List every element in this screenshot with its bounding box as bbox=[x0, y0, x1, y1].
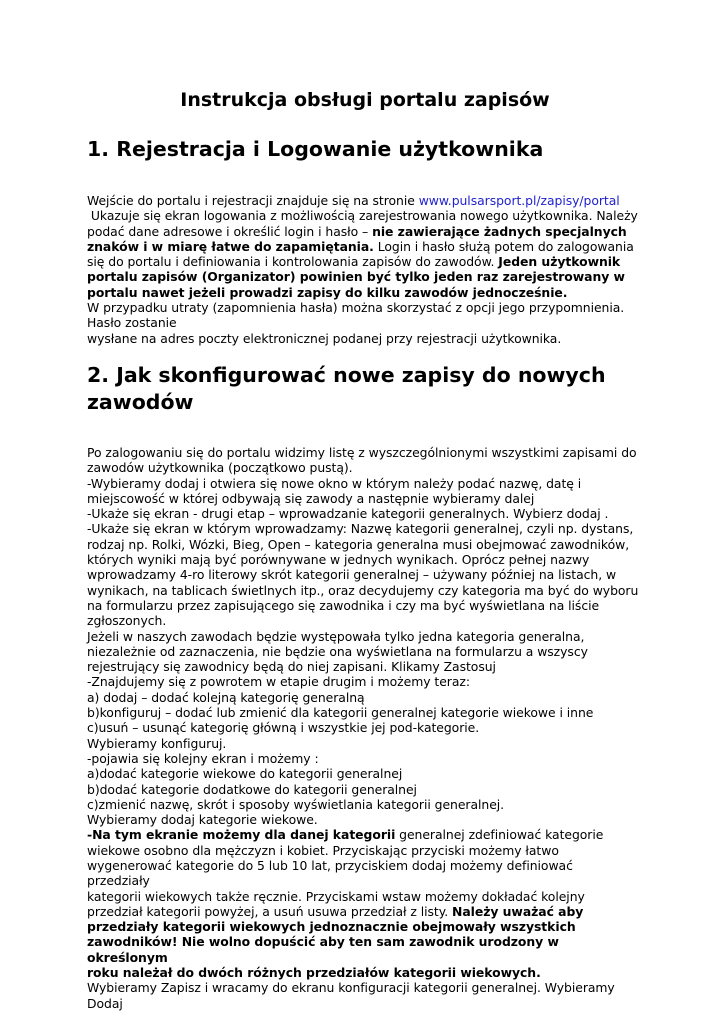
paragraph-line: -Ukaże się ekran - drugi etap – wprowadzanie kategorii generalnych. Wybierz dodaj . bbox=[87, 506, 609, 522]
paragraph-text: generalnej zdefiniować kategorie bbox=[395, 827, 604, 843]
paragraph-line: -Znajdujemy się z powrotem w etapie drugim i możemy teraz: bbox=[87, 674, 470, 690]
paragraph-line: zawodów użytkownika (początkowo pustą). bbox=[87, 460, 353, 476]
paragraph-line: miejscowość w której odbywają się zawody a następnie wybieramy dalej bbox=[87, 490, 535, 506]
paragraph-line: na formularzu przez zapisującego się zawodnika i czy ma być wyświetlana na liście bbox=[87, 597, 600, 613]
paragraph-line: Hasło zostanie bbox=[87, 315, 177, 331]
paragraph-line: których wyniki mają być porównywane w jednych wynikach. Oprócz pełnej nazwy bbox=[87, 552, 590, 568]
bold-text: zawodników! Nie wolno dopuścić aby ten sam zawodnik urodzony w określonym bbox=[87, 934, 559, 965]
paragraph-line: Jeżeli w naszych zawodach będzie występowała tylko jedna kategoria generalna, bbox=[87, 628, 585, 644]
paragraph-line: wynikach, na tablicach świetlnych itp., oraz decydujemy czy kategoria ma być do wyboru bbox=[87, 582, 639, 598]
section-2-lines bbox=[87, 445, 639, 827]
bold-text: znaków i w miarę łatwe do zapamiętania. bbox=[87, 238, 374, 254]
paragraph-line: Wybieramy konfiguruj. bbox=[87, 735, 227, 751]
paragraph-line: Wybieramy Zapisz i wracamy do ekranu konfiguracji kategorii generalnej. Wybieramy bbox=[87, 980, 615, 996]
paragraph-text: się do portalu i definiowania i kontrolowania zapisów do zawodów. bbox=[87, 254, 499, 270]
bold-text: przedziały kategorii wiekowych jednoznacznie obejmowały wszystkich bbox=[87, 919, 576, 935]
section-2-heading-line: 2. Jak skonfigurować nowe zapisy do nowych bbox=[87, 362, 606, 387]
paragraph-line: b)konfiguruj – dodać lub zmienić dla kategorii generalnej kategorie wiekowe i inne bbox=[87, 705, 594, 721]
bold-text: Jeden użytkownik bbox=[498, 254, 621, 270]
bold-text: roku należał do dwóch różnych przedziałów kategorii wiekowych. bbox=[87, 965, 541, 981]
paragraph-line bbox=[87, 193, 639, 208]
bold-text: Należy uważać aby bbox=[452, 903, 584, 919]
paragraph-line bbox=[87, 224, 639, 239]
section-1-body bbox=[87, 193, 639, 346]
section-1-heading: 1. Rejestracja i Logowanie użytkownika bbox=[87, 137, 544, 161]
section-2-body bbox=[87, 445, 639, 1011]
paragraph-text: Wejście do portalu i rejestracji znajduje się na stronie bbox=[87, 193, 419, 208]
paragraph-line: Wybieramy dodaj kategorie wiekowe. bbox=[87, 812, 318, 828]
paragraph-line: zgłoszonych. bbox=[87, 613, 167, 629]
section-2-heading-line: zawodów bbox=[87, 389, 194, 414]
paragraph-line: wprowadzamy 4-ro literowy skrót kategorii generalnej – używany później na listach, w bbox=[87, 567, 617, 583]
document-page bbox=[87, 84, 639, 1011]
paragraph-line: Ukazuje się ekran logowania z możliwością zarejestrowania nowego użytkownika. Należy bbox=[87, 208, 638, 224]
paragraph-line: niezależnie od zaznaczenia, nie będzie ona wyświetlana na formularzu a wszyscy bbox=[87, 643, 588, 659]
paragraph-text: podać dane adresowe i określić login i hasło – bbox=[87, 223, 373, 239]
document-title: Instrukcja obsługi portalu zapisów bbox=[180, 89, 550, 111]
portal-link[interactable]: www.pulsarsport.pl/zapisy/portal bbox=[418, 193, 620, 208]
bold-text: portalu nawet jeżeli prowadzi zapisy do kilku zawodów jednocześnie. bbox=[87, 284, 568, 300]
paragraph-line: wysłane na adres poczty elektronicznej podanej przy rejestracji użytkownika. bbox=[87, 330, 562, 346]
paragraph-line: rejestrujący się zawodnicy będą do niej zapisani. Klikamy Zastosuj bbox=[87, 659, 496, 675]
paragraph-line: a)dodać kategorie wiekowe do kategorii generalnej bbox=[87, 766, 403, 782]
bold-text: -Na tym ekranie możemy dla danej kategorii bbox=[87, 827, 396, 843]
paragraph-line: W przypadku utraty (zapomnienia hasła) można skorzystać z opcji jego przypomnienia. bbox=[87, 300, 625, 316]
paragraph-line: b)dodać kategorie dodatkowe do kategorii generalnej bbox=[87, 781, 417, 797]
paragraph-line: Po zalogowaniu się do portalu widzimy listę z wyszczególnionymi wszystkimi zapisami do bbox=[87, 444, 637, 460]
paragraph-line: c)zmienić nazwę, skrót i sposoby wyświetlania kategorii generalnej. bbox=[87, 796, 505, 812]
paragraph-line bbox=[87, 919, 639, 934]
paragraph-line: -Wybieramy dodaj i otwiera się nowe okno w którym należy podać nazwę, datę i bbox=[87, 475, 582, 491]
paragraph-line bbox=[87, 239, 639, 254]
paragraph-line: wygenerować kategorie do 5 lub 10 lat, przyciskiem dodaj możemy definiować przedziały bbox=[87, 857, 573, 889]
bold-text: portalu zapisów (Organizator) powinien być tylko jeden raz zarejestrowany w bbox=[87, 269, 625, 285]
paragraph-line: rodzaj np. Rolki, Wózki, Bieg, Open – kategoria generalna musi obejmować zawodników, bbox=[87, 536, 630, 552]
paragraph-line: c)usuń – usunąć kategorię główną i wszystkie jej pod-kategorie. bbox=[87, 720, 480, 736]
paragraph-line bbox=[87, 965, 639, 980]
paragraph-line bbox=[87, 904, 639, 919]
paragraph-line: wiekowe osobno dla mężczyzn i kobiet. Przyciskając przyciski możemy łatwo bbox=[87, 842, 559, 858]
paragraph-line: a) dodaj – dodać kolejną kategorię generalną bbox=[87, 689, 365, 705]
paragraph-line bbox=[87, 827, 639, 842]
paragraph-text: Login i hasło służą potem do zalogowania bbox=[373, 238, 634, 254]
paragraph-line: kategorii wiekowych także ręcznie. Przyciskami wstaw możemy dokładać kolejny bbox=[87, 888, 585, 904]
bold-text: nie zawierające żadnych specjalnych bbox=[372, 223, 627, 239]
paragraph-text: przedział kategorii powyżej, a usuń usuwa przedział z listy. bbox=[87, 903, 453, 919]
paragraph-line: -pojawia się kolejny ekran i możemy : bbox=[87, 750, 319, 766]
section-2-heading bbox=[87, 362, 639, 416]
paragraph-line bbox=[87, 934, 639, 965]
paragraph-line bbox=[87, 285, 639, 300]
paragraph-line: Dodaj bbox=[87, 995, 123, 1011]
paragraph-line: -Ukaże się ekran w którym wprowadzamy: Nazwę kategorii generalnej, czyli np. dystans, bbox=[87, 521, 634, 537]
paragraph-line bbox=[87, 269, 639, 284]
paragraph-line bbox=[87, 254, 639, 269]
